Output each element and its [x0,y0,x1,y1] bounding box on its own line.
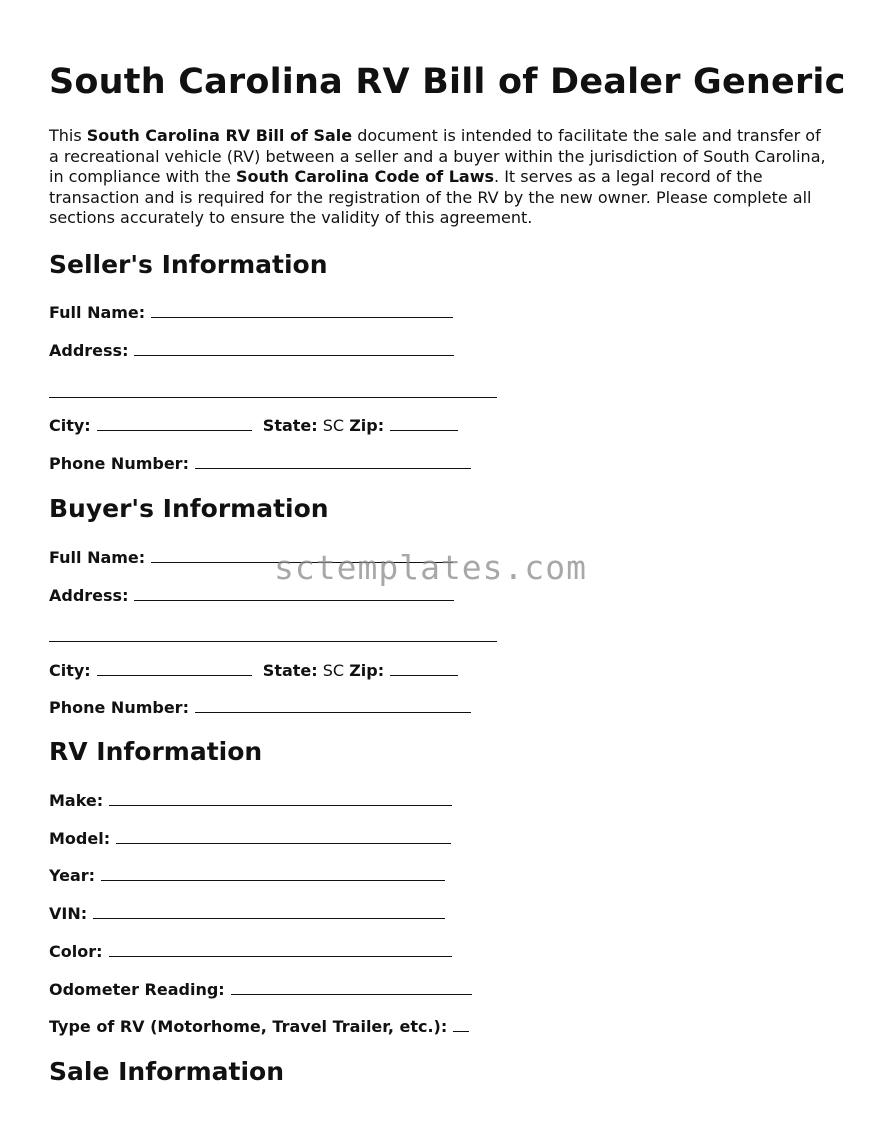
document-title: South Carolina RV Bill of Dealer Generic [49,62,846,102]
buyer-city-label: City: [49,661,91,680]
seller-address-label: Address: [49,341,129,360]
buyer-heading: Buyer's Information [49,494,329,523]
rv-color-field [49,941,452,963]
rv-type-label: Type of RV (Motorhome, Travel Trailer, etc.): [49,1017,448,1036]
seller-state-value: SC [322,416,345,435]
buyer-zip-input[interactable] [390,660,458,676]
buyer-zip-label: Zip: [349,661,385,680]
seller-full-name-label: Full Name: [49,303,146,322]
buyer-address-input[interactable] [134,585,454,601]
seller-city-label: City: [49,416,91,435]
rv-year-field [49,865,445,887]
buyer-address-label: Address: [49,586,129,605]
seller-phone-input[interactable] [195,453,471,469]
rv-odometer-field [49,979,472,1001]
buyer-address-field [49,585,454,607]
buyer-address-line-2[interactable] [49,641,497,642]
seller-address-field [49,340,454,362]
buyer-state-label: State: [262,661,318,680]
rv-vin-field [49,903,445,925]
rv-odometer-input[interactable] [231,979,472,995]
seller-zip-input[interactable] [390,415,458,431]
rv-make-input[interactable] [109,790,452,806]
rv-vin-label: VIN: [49,904,88,923]
rv-year-input[interactable] [101,865,445,881]
seller-state-label: State: [262,416,318,435]
buyer-phone-label: Phone Number: [49,698,189,717]
seller-phone-field [49,453,471,475]
sale-heading: Sale Information [49,1057,284,1086]
intro-bold-bill-of-sale: South Carolina RV Bill of Sale [86,126,353,145]
seller-address-line-2[interactable] [49,397,497,398]
seller-heading: Seller's Information [49,250,328,279]
intro-text-1: This [49,126,87,145]
intro-text-3: . It serves as a legal record of the transaction and is required for the registration of the RV by the new owner. Please complete all sections accurately to ensure the validity of this agreement. [49,167,812,228]
intro-paragraph [49,126,834,229]
watermark: sctemplates.com [274,548,588,587]
buyer-full-name-label: Full Name: [49,548,146,567]
seller-city-input[interactable] [97,415,252,431]
rv-year-label: Year: [49,866,96,885]
buyer-phone-field [49,697,471,719]
seller-full-name-field [49,302,453,324]
rv-type-field [49,1016,469,1038]
buyer-city-state-zip-row [49,660,458,682]
rv-model-input[interactable] [116,828,451,844]
rv-heading: RV Information [49,737,263,766]
seller-zip-label: Zip: [349,416,385,435]
seller-city-state-zip-row [49,415,458,437]
rv-color-input[interactable] [109,941,452,957]
buyer-city-input[interactable] [97,660,252,676]
intro-text-2: document is intended to facilitate the sale and transfer of a recreational vehicle (RV) between a seller and a buyer within the jurisdiction of South Carolina, in compliance with the [49,126,826,187]
rv-color-label: Color: [49,942,103,961]
rv-model-label: Model: [49,829,111,848]
seller-address-input[interactable] [134,340,454,356]
buyer-phone-input[interactable] [195,697,471,713]
rv-vin-input[interactable] [93,903,445,919]
rv-model-field [49,828,451,850]
seller-full-name-input[interactable] [151,302,453,318]
rv-type-input[interactable] [453,1016,469,1032]
rv-make-field [49,790,452,812]
buyer-state-value: SC [322,661,345,680]
seller-phone-label: Phone Number: [49,454,189,473]
rv-make-label: Make: [49,791,104,810]
intro-bold-code-of-laws: South Carolina Code of Laws [235,167,495,187]
rv-odometer-label: Odometer Reading: [49,980,225,999]
